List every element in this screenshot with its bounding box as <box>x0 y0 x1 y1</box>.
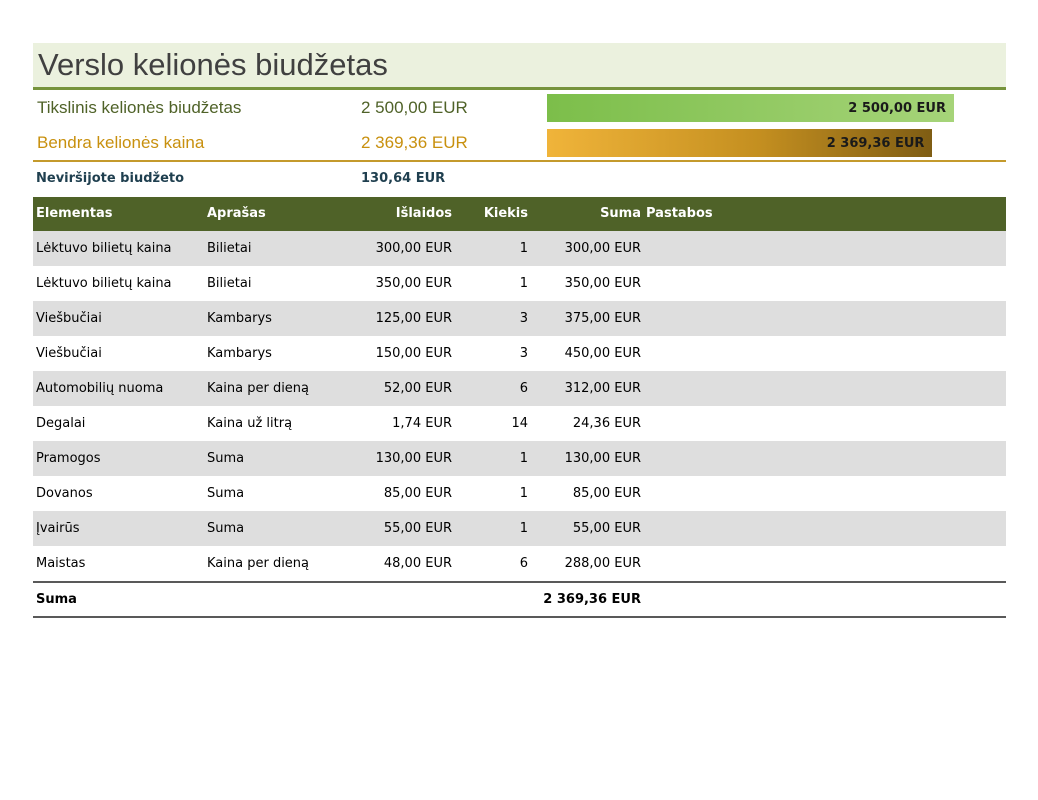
column-header-item[interactable]: Elementas <box>36 206 113 221</box>
target-budget-bar-label: 2 500,00 EUR <box>848 100 946 116</box>
title-bar <box>33 43 1006 90</box>
total-sum: 2 369,36 EUR <box>543 592 641 607</box>
cell-cost[interactable]: 1,74 EUR <box>392 416 452 431</box>
cell-item[interactable]: Dovanos <box>36 486 93 501</box>
expense-table <box>33 197 1006 618</box>
budget-sheet <box>33 43 1006 618</box>
cell-sum[interactable]: 450,00 EUR <box>564 346 641 361</box>
cell-quantity[interactable]: 1 <box>519 241 528 256</box>
table-row <box>33 336 1006 371</box>
cell-item[interactable]: Automobilių nuoma <box>36 381 164 396</box>
cell-sum[interactable]: 24,36 EUR <box>572 416 641 431</box>
total-cost-bar-track <box>547 129 987 157</box>
cell-item[interactable]: Maistas <box>36 556 86 571</box>
cell-description[interactable]: Suma <box>207 486 245 501</box>
column-header-cost[interactable]: Išlaidos <box>395 206 452 221</box>
cell-cost[interactable]: 350,00 EUR <box>375 276 452 291</box>
target-budget-amount: 2 500,00 EUR <box>361 98 468 117</box>
table-row <box>33 301 1006 336</box>
cell-description[interactable]: Kambarys <box>207 346 272 361</box>
cell-sum[interactable]: 312,00 EUR <box>564 381 641 396</box>
cell-item[interactable]: Lėktuvo bilietų kaina <box>36 276 172 291</box>
total-cost-row <box>33 125 1006 162</box>
cell-cost[interactable]: 48,00 EUR <box>383 556 452 571</box>
target-budget-bar <box>547 94 954 122</box>
table-row <box>33 371 1006 406</box>
table-total-row <box>33 581 1006 618</box>
cell-sum[interactable]: 350,00 EUR <box>564 276 641 291</box>
cell-cost[interactable]: 150,00 EUR <box>375 346 452 361</box>
cell-quantity[interactable]: 1 <box>519 451 528 466</box>
cell-description[interactable]: Kambarys <box>207 311 272 326</box>
cell-cost[interactable]: 125,00 EUR <box>375 311 452 326</box>
column-header-description[interactable]: Aprašas <box>207 206 266 221</box>
column-header-quantity[interactable]: Kiekis <box>483 206 528 221</box>
cell-quantity[interactable]: 1 <box>519 276 528 291</box>
cell-quantity[interactable]: 3 <box>519 311 528 326</box>
cell-cost[interactable]: 85,00 EUR <box>383 486 452 501</box>
table-row <box>33 231 1006 266</box>
cell-sum[interactable]: 300,00 EUR <box>564 241 641 256</box>
cell-cost[interactable]: 300,00 EUR <box>375 241 452 256</box>
total-cost-bar <box>547 129 932 157</box>
cell-quantity[interactable]: 1 <box>519 521 528 536</box>
cell-item[interactable]: Įvairūs <box>36 521 80 536</box>
cell-sum[interactable]: 375,00 EUR <box>564 311 641 326</box>
cell-description[interactable]: Suma <box>207 451 245 466</box>
cell-item[interactable]: Pramogos <box>36 451 101 466</box>
cell-quantity[interactable]: 6 <box>519 381 528 396</box>
total-cost-amount: 2 369,36 EUR <box>361 133 468 152</box>
column-header-sum[interactable]: Suma <box>600 206 641 221</box>
budget-status-amount: 130,64 EUR <box>361 171 446 186</box>
total-cost-label: Bendra kelionės kaina <box>37 133 205 152</box>
table-row <box>33 441 1006 476</box>
total-cost-bar-label: 2 369,36 EUR <box>826 135 925 151</box>
table-row <box>33 476 1006 511</box>
cell-item[interactable]: Viešbučiai <box>36 311 102 326</box>
cell-item[interactable]: Viešbučiai <box>36 346 102 361</box>
cell-sum[interactable]: 288,00 EUR <box>564 556 641 571</box>
budget-status-label: Neviršijote biudžeto <box>36 171 185 186</box>
cell-quantity[interactable]: 14 <box>511 416 528 431</box>
table-header-row <box>33 197 1006 231</box>
target-budget-bar-track <box>547 94 987 122</box>
table-row <box>33 406 1006 441</box>
target-budget-row <box>33 90 1006 125</box>
cell-description[interactable]: Kaina per dieną <box>207 381 310 396</box>
cell-cost[interactable]: 55,00 EUR <box>383 521 452 536</box>
column-header-notes[interactable]: Pastabos <box>646 206 713 221</box>
table-row <box>33 266 1006 301</box>
total-label: Suma <box>36 592 77 607</box>
cell-description[interactable]: Bilietai <box>207 241 252 256</box>
cell-cost[interactable]: 52,00 EUR <box>383 381 452 396</box>
cell-sum[interactable]: 130,00 EUR <box>564 451 641 466</box>
cell-description[interactable]: Suma <box>207 521 245 536</box>
cell-quantity[interactable]: 6 <box>519 556 528 571</box>
table-body <box>33 231 1006 581</box>
cell-sum[interactable]: 55,00 EUR <box>572 521 641 536</box>
cell-quantity[interactable]: 3 <box>519 346 528 361</box>
budget-status-row <box>33 162 1006 195</box>
cell-sum[interactable]: 85,00 EUR <box>572 486 641 501</box>
table-row <box>33 546 1006 581</box>
cell-item[interactable]: Degalai <box>36 416 86 431</box>
table-row <box>33 511 1006 546</box>
page-title: Verslo kelionės biudžetas <box>38 47 388 82</box>
cell-cost[interactable]: 130,00 EUR <box>375 451 452 466</box>
cell-quantity[interactable]: 1 <box>519 486 528 501</box>
cell-description[interactable]: Bilietai <box>207 276 252 291</box>
cell-item[interactable]: Lėktuvo bilietų kaina <box>36 241 172 256</box>
cell-description[interactable]: Kaina per dieną <box>207 556 310 571</box>
target-budget-label: Tikslinis kelionės biudžetas <box>37 98 242 117</box>
cell-description[interactable]: Kaina už litrą <box>207 416 293 431</box>
